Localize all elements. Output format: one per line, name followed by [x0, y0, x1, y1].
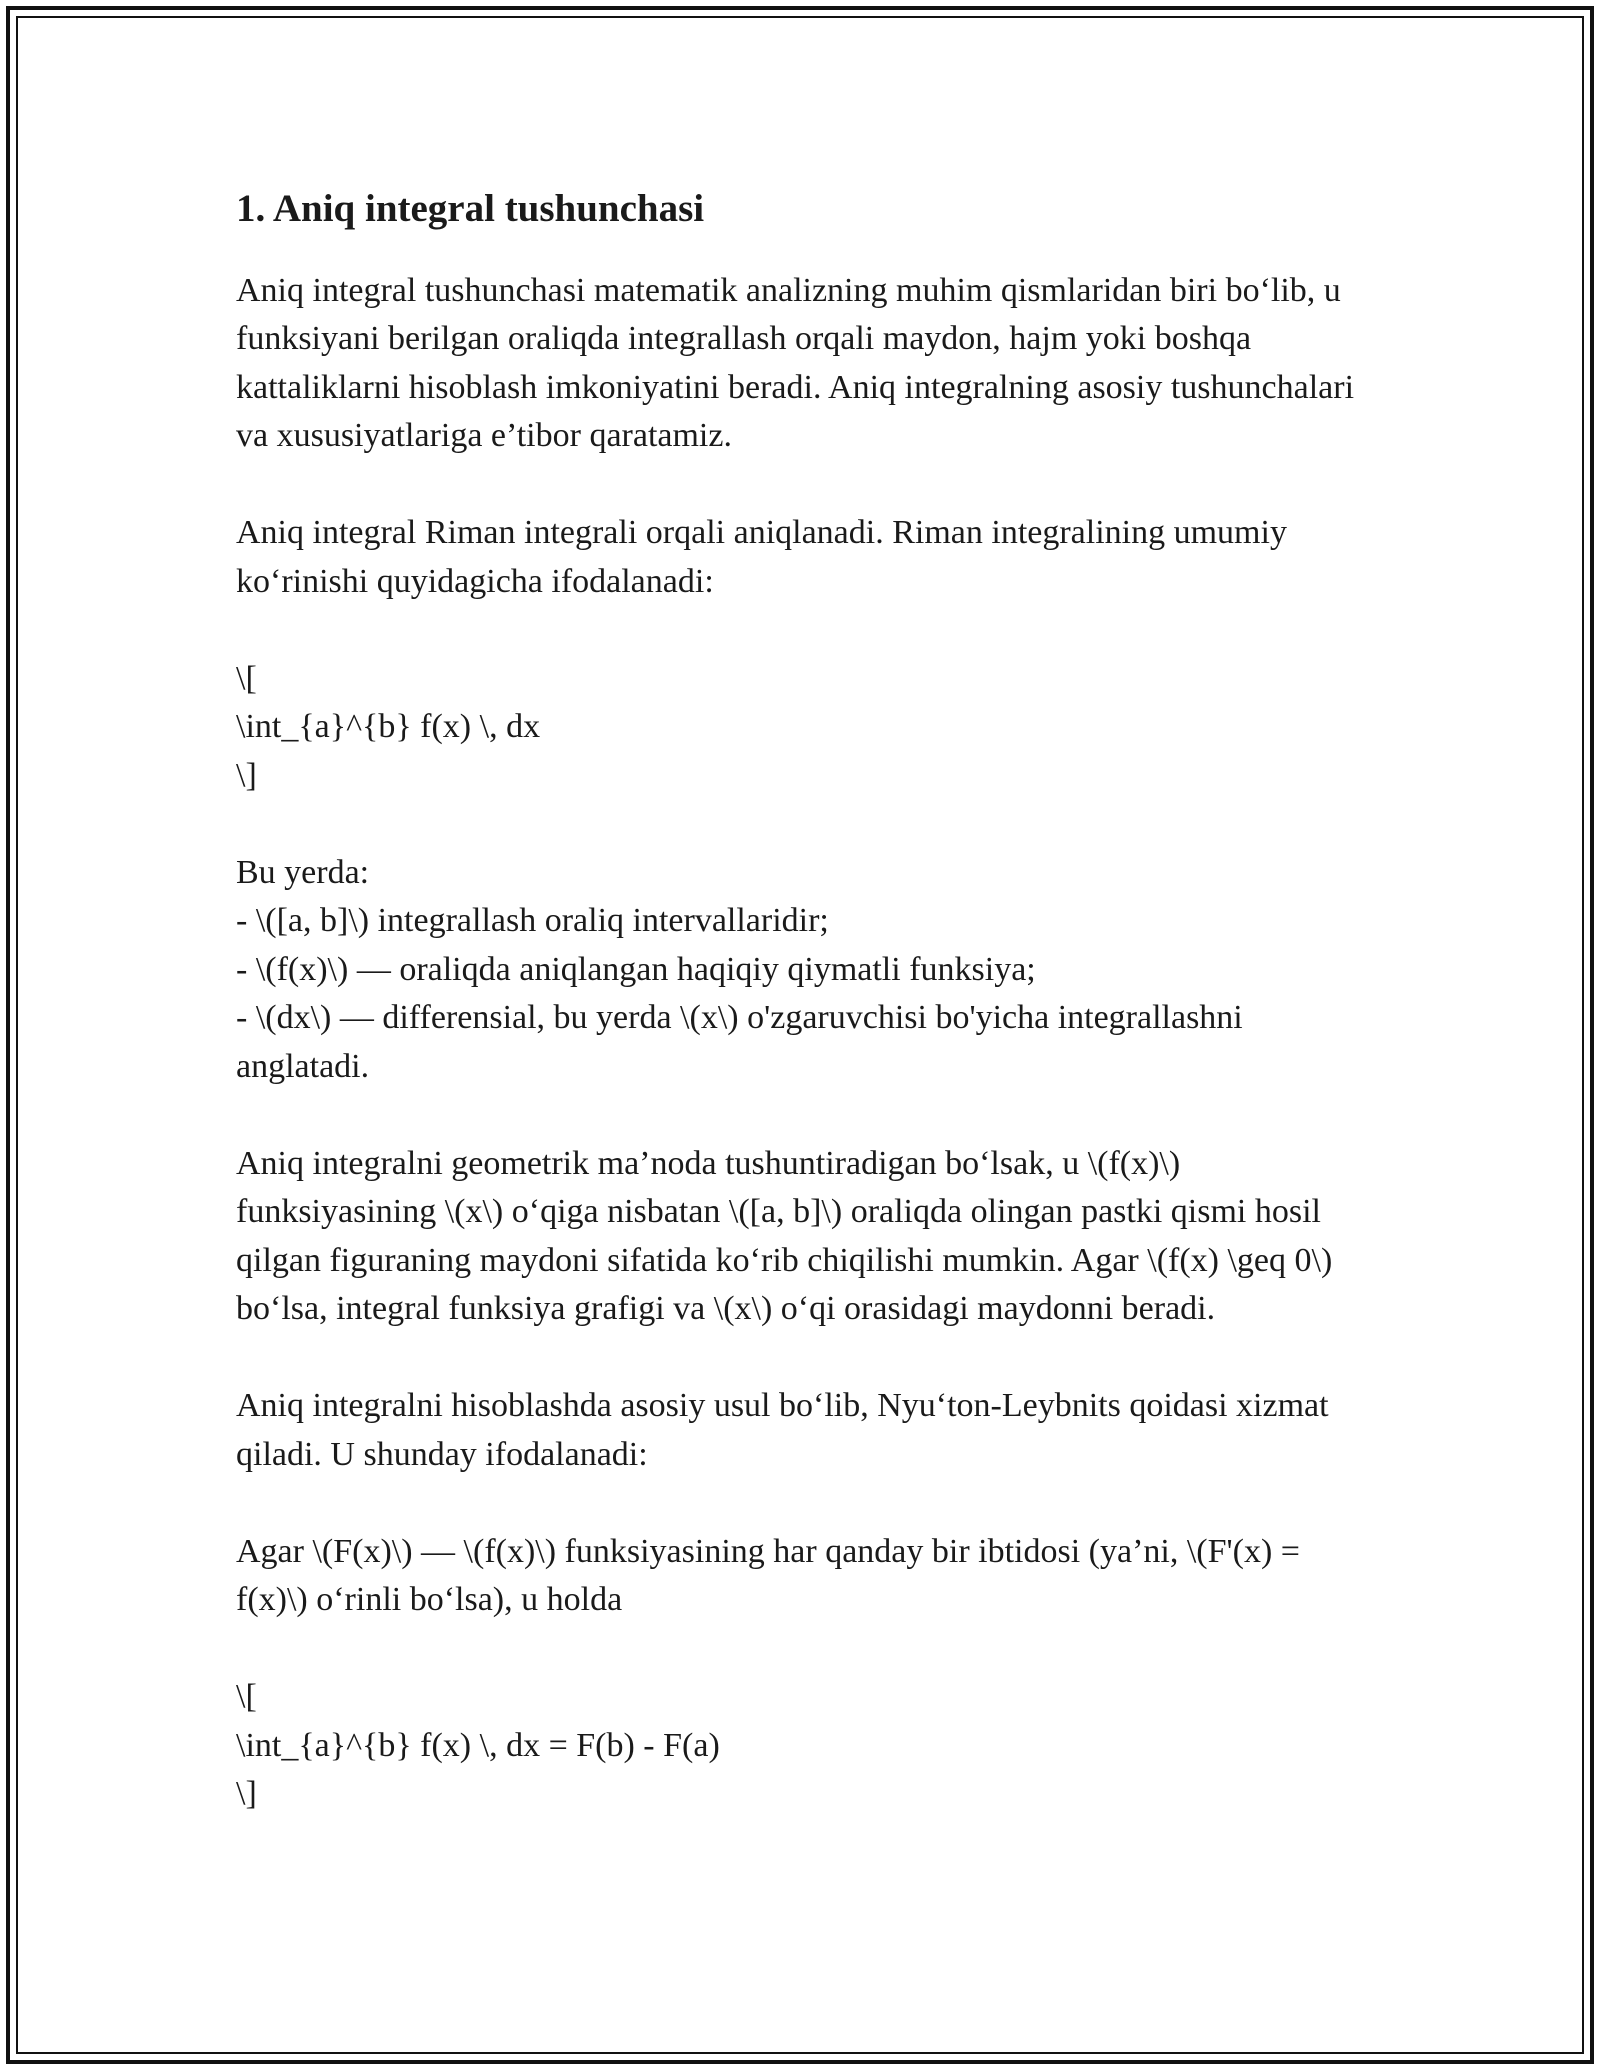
section-heading: 1. Aniq integral tushunchasi: [236, 187, 705, 230]
formula-body: \int_{a}^{b} f(x) \, dx = F(b) - F(a): [236, 1726, 720, 1764]
riman-paragraph: [236, 509, 1364, 606]
formula-newton-leibniz: [236, 1673, 1364, 1819]
newton-text: Aniq integralni hisoblashda asosiy usul bo‘lib, Nyu‘ton-Leybnits qoidasi xizmat qiladi. U shunday ifodalanadi:: [236, 1387, 1329, 1473]
list-item: - \(dx\) — differensial, bu yerda \(x\) o'zgaruvchisi bo'yicha integrallashni anglatadi.: [236, 999, 1243, 1085]
list-item: - \(f(x)\) — oraliqda aniqlangan haqiqiy qiymatli funksiya;: [236, 950, 1036, 988]
newton-paragraph: [236, 1382, 1364, 1479]
formula-close: \]: [236, 1775, 257, 1813]
riman-text: Aniq integral Riman integrali orqali aniqlanadi. Riman integralining umumiy ko‘rinishi quyidagicha ifodalanadi:: [236, 514, 1287, 600]
intro-paragraph: [236, 267, 1364, 461]
definitions-label: Bu yerda:: [236, 853, 370, 891]
antiderivative-paragraph: [236, 1528, 1364, 1625]
definitions-list: [236, 849, 1364, 1092]
list-item: - \([a, b]\) integrallash oraliq intervallaridir;: [236, 902, 829, 940]
document-page: [236, 186, 1364, 1867]
formula-open: \[: [236, 1678, 257, 1716]
formula-close: \]: [236, 756, 257, 794]
formula-riman: [236, 655, 1364, 801]
antiderivative-text: Agar \(F(x)\) — \(f(x)\) funksiyasining har qanday bir ibtidosi (ya’ni, \(F'(x) = f(x)\) o‘rinli bo‘lsa), u holda: [236, 1532, 1300, 1619]
geometric-text: Aniq integralni geometrik ma’noda tushuntiradigan bo‘lsak, u \(f(x)\) funksiyasining \(x\) o‘qiga nisbatan \([a, b]\) oraliqda olingan pastki qismi hosil qilgan figuraning maydoni sifatida ko‘rib chiqilishi mumkin. Agar \(f(x) \geq 0\) bo‘lsa, integral funksiya grafigi va \(x\) o‘qi orasidagi maydonni beradi.: [236, 1144, 1333, 1328]
formula-body: \int_{a}^{b} f(x) \, dx: [236, 708, 541, 746]
geometric-paragraph: [236, 1140, 1364, 1334]
formula-open: \[: [236, 659, 257, 697]
intro-text: Aniq integral tushunchasi matematik analizning muhim qismlaridan biri bo‘lib, u funksiyani berilgan oraliqda integrallash orqali maydon, hajm yoki boshqa kattaliklarni hisoblash imkoniyatini beradi. Aniq integralning asosiy tushunchalari va xususiyatlariga e’tibor qaratamiz.: [236, 271, 1355, 455]
